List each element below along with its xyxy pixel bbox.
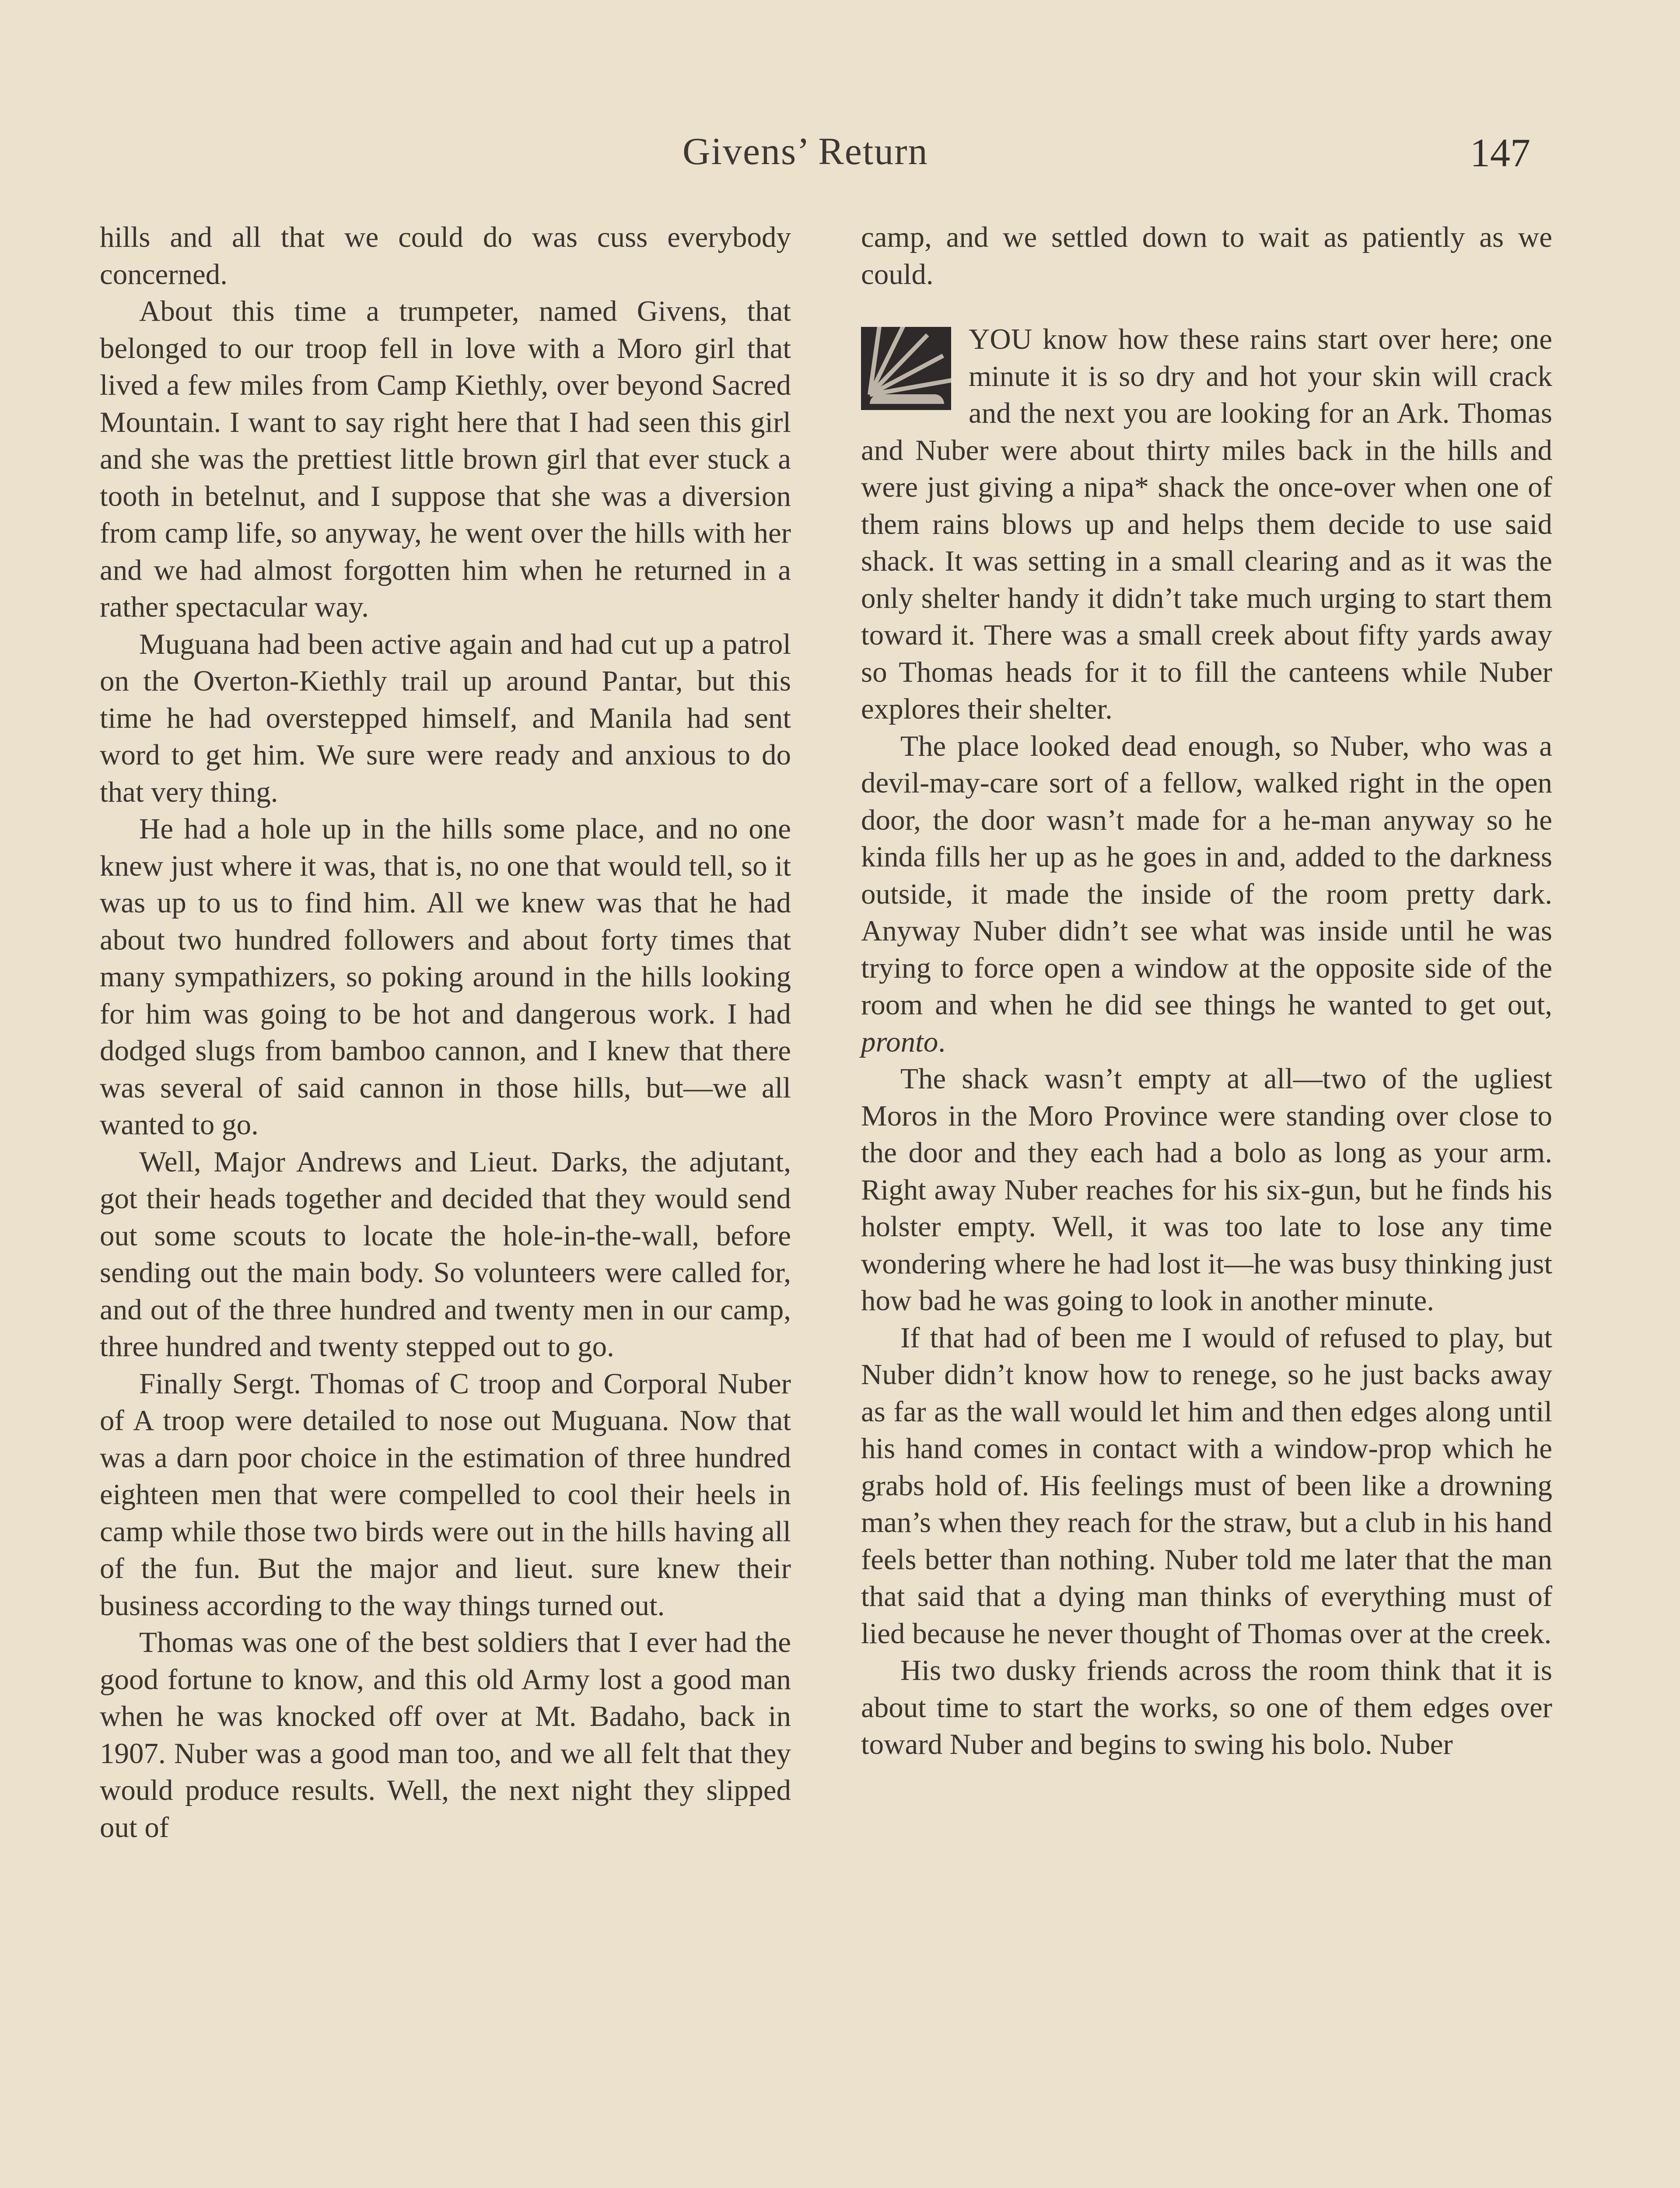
paragraph-text: . <box>938 1025 945 1058</box>
paragraph: Finally Sergt. Thomas of C troop and Corporal Nuber of A troop were detailed to nose out Muguana. Now that was a darn poor choice in the estimation of three hundred eighteen men that were compelled to cool their heels in camp while those two birds were out in the hills having all of the fun. But the major and lieut. sure knew their business according to the way things turned out. <box>100 1367 791 1622</box>
page-header <box>0 130 1680 191</box>
paragraph: If that had of been me I would of refused to play, but Nuber didn’t know how to renege, so he just backs away as far as the wall would let him and then edges along until his hand comes in contact with a window-prop which he grabs hold of. His feelings must of been like a drowning man’s when they reach for the straw, but a club in his hand feels better than nothing. Nuber told me later that the man that said that a dying man thinks of everything must of lied because he never thought of Thomas over at the creek. <box>861 1321 1552 1650</box>
paragraph <box>861 728 1552 1061</box>
sunburst-ornament-icon <box>861 327 951 410</box>
paragraph-text: YOU know how these rains start over here; one minute it is so dry and hot your skin will crack and the next you are looking for an Ark. Thomas and Nuber were about thirty miles back in the hills and were just giving a nipa* shack the once-over when one of them rains blows up and helps them decide to use said shack. It was setting in a small clearing and as it was the only shelter handy it didn’t take much urging to start them toward it. There was a small creek about fifty yards away so Thomas heads for it to fill the canteens while Nuber explores their shelter. <box>861 323 1552 725</box>
page-number: 147 <box>1470 130 1530 175</box>
paragraph: hills and all that we could do was cuss everybody concerned. <box>100 221 791 291</box>
right-column <box>861 219 1552 1763</box>
left-column <box>100 219 791 1846</box>
paragraph: camp, and we settled down to wait as patiently as we could. <box>861 221 1552 291</box>
paragraph: The shack wasn’t empty at all—two of the ugliest Moros in the Moro Province were standing over close to the door and they each had a bolo as long as your arm. Right away Nuber reaches for his six-gun, but he finds his holster empty. Well, it was too late to lose any time wondering where he had lost it—he was busy thinking just how bad he was going to look in another minute. <box>861 1062 1552 1317</box>
paragraph-text: The place looked dead enough, so Nuber, who was a devil-may-care sort of a fellow, walked right in the open door, the door wasn’t made for a he-man anyway so he kinda fills her up as he goes in and, added to the darkness outside, it made the inside of the room pretty dark. Anyway Nuber didn’t see what was inside until he was trying to force open a window at the opposite side of the room and when he did see things he wanted to get out, <box>861 729 1552 1021</box>
paragraph: He had a hole up in the hills some place, and no one knew just where it was, that is, no one that would tell, so it was up to us to find him. All we knew was that he had about two hundred followers and about forty times that many sympathizers, so poking around in the hills looking for him was going to be hot and dangerous work. I had dodged slugs from bamboo cannon, and I knew that there was several of said cannon in those hills, but—we all wanted to go. <box>100 813 791 1141</box>
drop-cap-paragraph <box>861 321 1552 728</box>
paragraph: His two dusky friends across the room think that it is about time to start the works, so one of them edges over toward Nuber and begins to swing his bolo. Nuber <box>861 1654 1552 1760</box>
paragraph: About this time a trumpeter, named Givens, that belonged to our troop fell in love with a Moro girl that lived a few miles from Camp Kiethly, over beyond Sacred Mountain. I want to say right here that I had seen this girl and she was the prettiest little brown girl that ever stuck a tooth in betelnut, and I suppose that she was a diversion from camp life, so anyway, he went over the hills with her and we had almost forgotten him when he returned in a rather spectacular way. <box>100 295 791 623</box>
italic-word: pronto <box>861 1025 938 1058</box>
paragraph: Thomas was one of the best soldiers that I ever had the good fortune to know, and this old Army lost a good man when he was knocked off over at Mt. Badaho, back in 1907. Nuber was a good man too, and we all felt that they would produce results. Well, the next night they slipped out of <box>100 1626 791 1844</box>
paragraph: Muguana had been active again and had cut up a patrol on the Overton-Kiethly trail up around Pantar, but this time he had overstepped himself, and Manila had sent word to get him. We sure were ready and anxious to do that very thing. <box>100 628 791 808</box>
paragraph: Well, Major Andrews and Lieut. Darks, the adjutant, got their heads together and decided that they would send out some scouts to locate the hole-in-the-wall, before sending out the main body. So volunteers were called for, and out of the three hundred and twenty men in our camp, three hundred and twenty stepped out to go. <box>100 1145 791 1363</box>
running-title: Givens’ Return <box>682 130 928 173</box>
